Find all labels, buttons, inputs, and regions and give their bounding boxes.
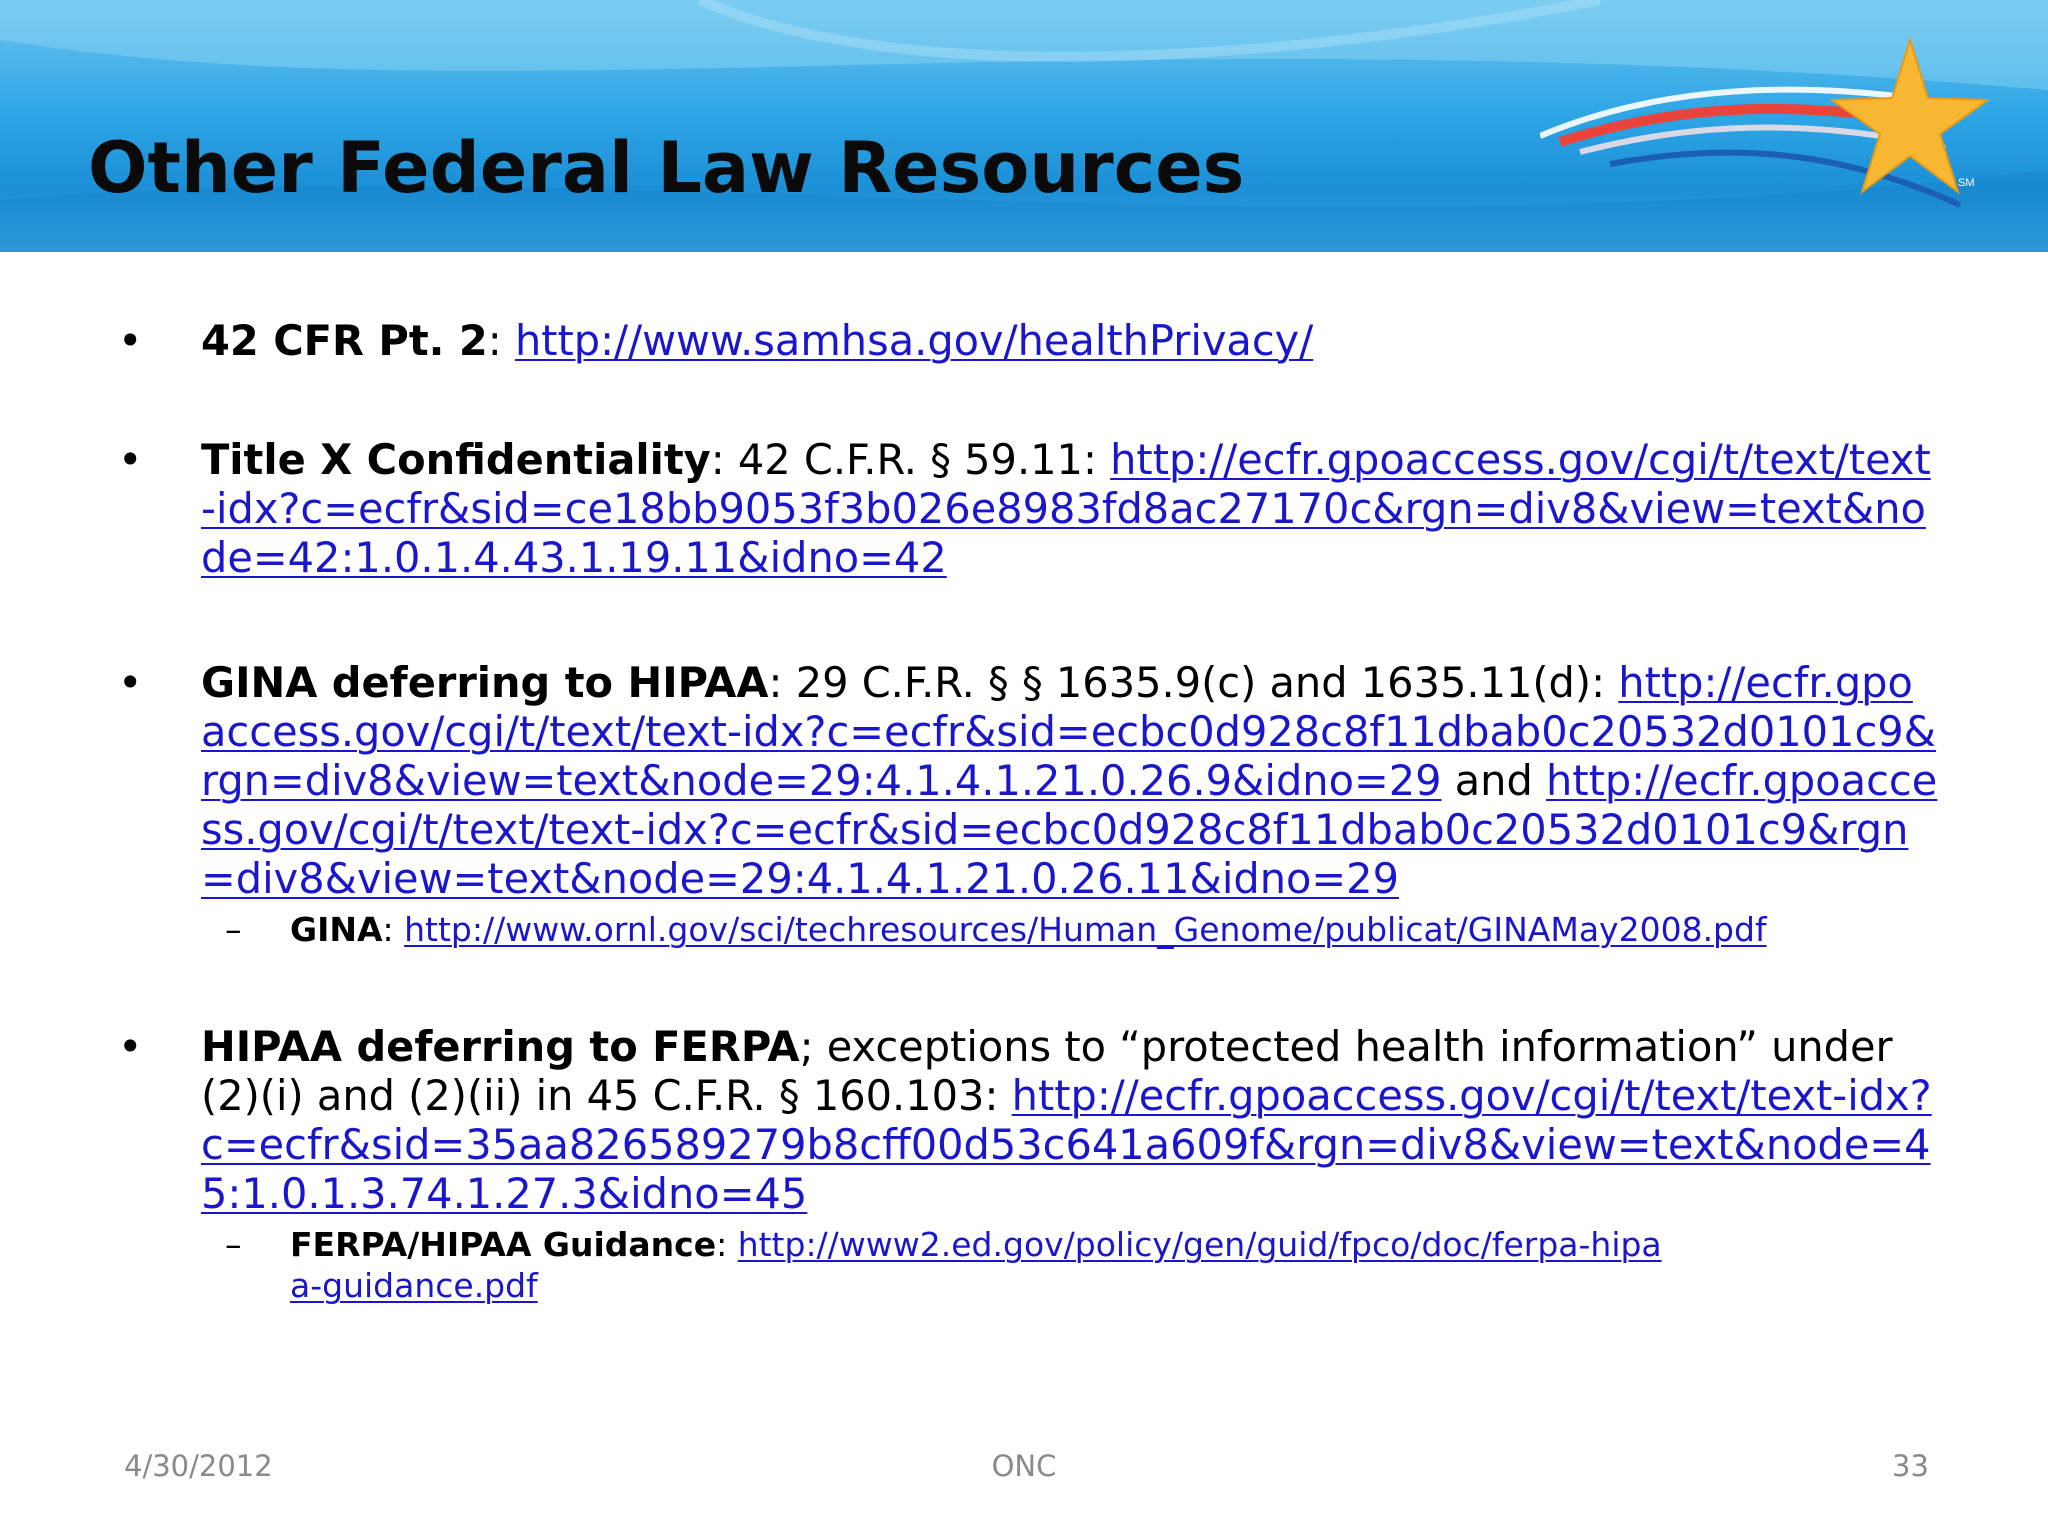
bullet-and-text: and <box>1441 756 1547 805</box>
title-x-ecfr-link[interactable]: http://ecfr.gpoaccess.gov/cgi/t/text/text-idx?c=ecfr&sid=ce18bb9053f3b026e8983fd8ac27170c&rgn=div8&view=text&node=42:1.0.1.4.43.1.19.11&idno=42 <box>201 435 1931 582</box>
sub-bullet-separator: : <box>716 1225 738 1264</box>
bullet-dot: • <box>118 435 143 484</box>
ferpa-hipaa-guidance-link[interactable]: http://www2.ed.gov/policy/gen/guid/fpco/doc/ferpa-hipaa-guidance.pdf <box>290 1225 1662 1305</box>
bullet-dot: • <box>118 1022 143 1071</box>
bullet-label: HIPAA deferring to FERPA <box>201 1022 800 1071</box>
service-mark-text: SM <box>1958 177 1975 189</box>
gina-pdf-link[interactable]: http://www.ornl.gov/sci/techresources/Human_Genome/publicat/GINAMay2008.pdf <box>404 910 1767 949</box>
gina-ecfr-link-1[interactable]: http://ecfr.gpoaccess.gov/cgi/t/text/text-idx?c=ecfr&sid=ecbc0d928c8f11dbab0c20532d0101c9&rgn=div8&view=text&node=29:4.1.4.1.21.0.26.9&idno=29 <box>201 658 1937 805</box>
footer-date: 4/30/2012 <box>124 1449 273 1483</box>
bullet-separator: : <box>487 316 515 365</box>
bullet-gina <box>118 658 1938 903</box>
bullet-label: 42 CFR Pt. 2 <box>201 316 488 365</box>
sub-bullet-label: GINA <box>290 910 383 949</box>
bullet-42-cfr <box>118 316 1938 365</box>
bullet-dot: • <box>118 316 143 365</box>
sub-bullet-dash: – <box>225 1225 242 1264</box>
bullet-text: : 42 C.F.R. § 59.11: <box>710 435 1111 484</box>
bullet-label: Title X Confidentiality <box>201 435 711 484</box>
sub-bullet-gina-pdf <box>118 909 1938 950</box>
resource-list <box>118 316 1938 1306</box>
hipaa-ecfr-link[interactable]: http://ecfr.gpoaccess.gov/cgi/t/text/text-idx?c=ecfr&sid=35aa826589279b8cff00d53c641a609f&rgn=div8&view=text&node=45:1.0.1.3.74.1.27.3&idno=45 <box>201 1071 1932 1218</box>
slide-title: Other Federal Law Resources <box>88 127 1245 209</box>
bullet-dot: • <box>118 658 143 707</box>
footer-org: ONC <box>991 1449 1057 1483</box>
bullet-label: GINA deferring to HIPAA <box>201 658 769 707</box>
samhsa-link[interactable]: http://www.samhsa.gov/healthPrivacy/ <box>514 316 1314 365</box>
gina-ecfr-link-2[interactable]: http://ecfr.gpoaccess.gov/cgi/t/text/text-idx?c=ecfr&sid=ecbc0d928c8f11dbab0c20532d0101c9&rgn=div8&view=text&node=29:4.1.4.1.21.0.26.11&idno=29 <box>201 756 1938 903</box>
sub-bullet-label: FERPA/HIPAA Guidance <box>290 1225 717 1264</box>
sub-bullet-ferpa-guidance <box>118 1224 1938 1306</box>
bullet-hipaa-ferpa <box>118 1022 1938 1218</box>
sub-bullet-separator: : <box>382 910 405 949</box>
bullet-text: : 29 C.F.R. § § 1635.9(c) and 1635.11(d): <box>768 658 1619 707</box>
slide-number: 33 <box>1892 1449 1929 1483</box>
star-swoosh-logo <box>1540 30 2010 250</box>
sub-bullet-dash: – <box>225 910 242 949</box>
bullet-title-x <box>118 435 1938 582</box>
bullet-text: ; exceptions to “protected health information” under (2)(i) and (2)(ii) in 45 C.F.R. § 160.103: <box>201 1022 1893 1120</box>
